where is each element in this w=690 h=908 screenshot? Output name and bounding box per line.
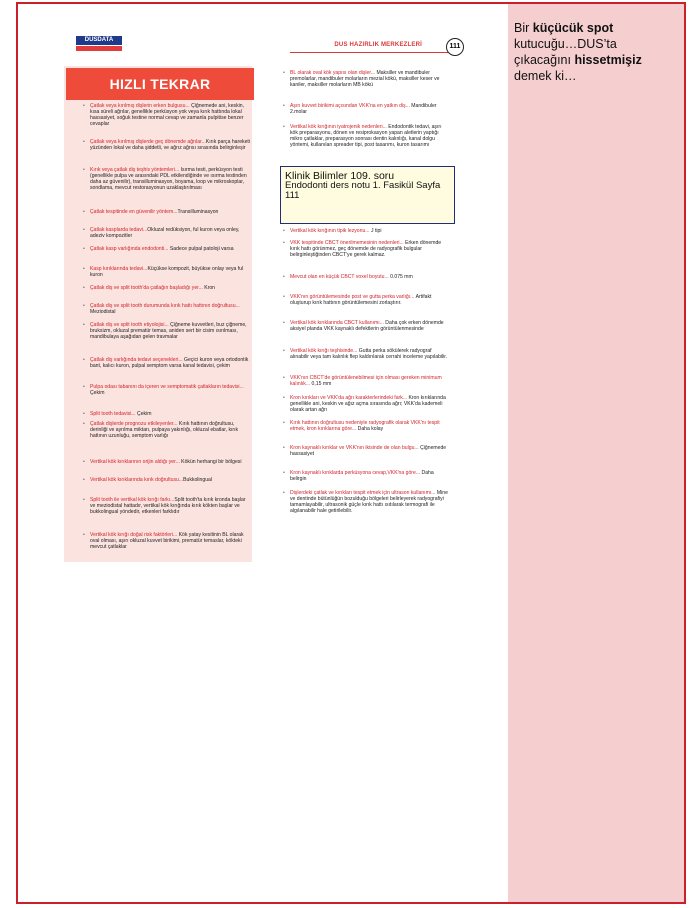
list-item-keyword: VKK'nın görüntülemesinde post ve gutta perka varlığı...	[290, 294, 415, 300]
list-item-keyword: VKK tespitinde CBCT önerilmemesinin nedenleri...	[290, 240, 404, 246]
header-band	[290, 42, 448, 53]
list-item-text: Çekim	[135, 411, 152, 417]
list-item-keyword: Vertikal kök kırıklarında CBCT kullanımı...	[290, 320, 384, 326]
list-item-text: Artifakt oluşturup kırık hattının görüntülemesini zorlaştırır.	[290, 294, 432, 307]
annotation-source: Endodonti ders notu 1. Fasikül Sayfa 111	[285, 180, 441, 201]
list-item-keyword: Çatlak diş varlığında tedavi seçenekleri...	[90, 357, 183, 363]
list-item-keyword: Pulpa odası tabanını da içeren ve semptomatik çatlakların tedavisi...	[90, 384, 244, 390]
list-item	[290, 348, 450, 360]
list-item	[290, 395, 450, 413]
list-item-text: 0.075 mm	[388, 274, 413, 280]
list-item-text: Çiğnemede hassasiyet	[290, 445, 447, 458]
list-item-keyword: Çatlak tespitinde en güvenilir yöntem...	[90, 209, 178, 215]
list-item-keyword: Kron kaynaklı kırıklar ve VKK'nın ikisinde de olan bulgu...	[290, 445, 419, 451]
list-item	[290, 103, 450, 115]
list-item-text: Kökün herhangi bir bölgesi	[179, 459, 242, 465]
list-item	[90, 303, 250, 315]
list-item-keyword: BL olarak oval kök yapısı olan dişler...	[290, 70, 376, 76]
list-item	[90, 497, 250, 515]
list-item-keyword: Vertikal kök kırığı doğal risk faktörleri...	[90, 532, 178, 538]
list-item	[90, 139, 250, 151]
list-item	[290, 470, 450, 482]
list-item-text: Kırık hattının doğrultusu, derinliği ve ayrılma miktarı, pulpaya yakınlığı, okluzal ebatlar, kırık hattının uzunluğu, semptom varlığı	[90, 421, 239, 440]
list-item	[90, 459, 250, 465]
notes-sidebar	[508, 4, 684, 902]
note-text: Bir	[514, 21, 533, 35]
list-item-text: Bukkolingual	[183, 477, 213, 483]
list-item	[90, 532, 250, 550]
list-item-keyword: Kron kırıkları ve VKK'da ağrı karakterlerindeki fark...	[290, 395, 408, 401]
list-item-text: Daha kolay	[356, 426, 384, 433]
list-item-text: Gutta perka sökülerek radyograf alınabilir veya tam kalınlık flep kaldırılarak cerrahi inceleme yapılabilir.	[290, 348, 448, 361]
list-item-keyword: Dişlerdeki çatlak ve kırıkları tespit etmek için ultrason kullanımı...	[290, 490, 436, 496]
list-item-keyword: Kırık veya çatlak diş teşhis yöntemleri...	[90, 167, 180, 173]
list-item-keyword: Çatlak diş ve split tooth durumunda kırık hattı hattının doğrultusu...	[90, 303, 240, 309]
list-item-text: Kron	[202, 285, 216, 291]
note-bold: hissetmişiz	[574, 53, 642, 67]
list-item-text: Erken dönemde kırık hattı görünmez, geç dönemde de radyografik bulgular belirginleştiğinden CBCT'ye gerek kalmaz.	[290, 240, 442, 259]
list-item-text: Transilluminasyon	[177, 209, 219, 215]
list-item	[290, 420, 450, 432]
list-item-text: Endodontik tedavi, aşırı kök preparasyonu, dönen ve resiprokasyon yapan aletlerin yaptığı mikro çatlaklar, preparasyon sonrası dentin kalınlığı, kanal dolgu yöntemi, kullanılan spreader tipi, post tasarımı, kuron tasarımı	[290, 124, 442, 149]
note-text: demek ki…	[514, 69, 577, 83]
list-item	[290, 70, 450, 88]
list-item-text: J tipi	[369, 228, 382, 234]
list-item-keyword: Vertikal kök kırığı teşhisinde...	[290, 348, 358, 354]
list-item-keyword: Vertikal kök kırığının iyatrojenik nedenleri...	[290, 124, 387, 130]
list-item-keyword: Çatlak dişlerde prognozu etkileyenler...	[90, 421, 178, 427]
list-item-text: Daha belirgin	[290, 470, 434, 483]
list-item	[90, 167, 250, 191]
list-item-text: Okluzal redüksiyon, ful kuron veya onley, adeziv kompozitler	[90, 227, 240, 240]
header-band-text: DUS HAZIRLIK MERKEZLERİ	[334, 42, 422, 48]
list-item-text: Mine ve dentinde bütünlüğün bozulduğu bölgeleri belirleyerek radyografiyi tamamlayabilir, ultrasonik güçle kırık hattı ısıtılarak termografi ile algılanabilir hale getirilebilir.	[290, 490, 448, 515]
list-item	[290, 240, 450, 258]
list-item	[290, 320, 450, 332]
list-item	[90, 322, 250, 340]
list-item	[90, 103, 250, 127]
list-item-keyword: Kırık hattının doğrultusu nedeniyle radyografik olarak VKK'nı tespit etmek, kron kırıklarına göre...	[290, 420, 440, 433]
list-item	[90, 421, 250, 439]
list-item	[290, 228, 450, 234]
list-item-text: Küçükse kompozit, büyükse onlay veya ful kuron	[90, 266, 244, 279]
note-text: kutucuğu…DUS’ta çıkacağını	[514, 37, 617, 67]
list-item-keyword: Çatlak diş ve split tooth etiyolojisi...	[90, 322, 169, 328]
list-item-keyword: VKK'nın CBCT'de görüntülenebilmesi için olması gereken minimum kalınlık...	[290, 375, 442, 388]
list-item-keyword: Çatlak veya kırılmış dişlerin erken bulgusu...	[90, 103, 190, 109]
annotation-title: Klinik Bilimler 109. soru	[285, 170, 395, 182]
list-item-keyword: Aşırı kuvvet birikimi açısından VKK'na en yatkın diş...	[290, 103, 410, 109]
list-item-text: Mandibuler 2.molar	[290, 103, 437, 116]
sidebar-note	[514, 20, 674, 84]
list-item-keyword: Çatlak kasplarda tedavi...	[90, 227, 148, 233]
list-item	[90, 411, 250, 417]
logo-bar	[76, 46, 122, 51]
list-item-text: Çiğneme kuvvetleri, buz çiğneme, bruksizm, okluzal prematür temas, aniden sert bir cisim ısırılması, mandibulaya aşağıdan gelen travmalar	[90, 322, 247, 341]
list-item	[290, 490, 450, 514]
list-item-keyword: Çatlak veya kırılmış dişlerde geç dönemde ağrılar...	[90, 139, 206, 145]
note-bold: küçücük spot	[532, 21, 614, 35]
list-item-keyword: Mevcut olan en küçük CBCT voxel boyutu...	[290, 274, 389, 280]
list-item	[90, 209, 250, 215]
list-item	[90, 246, 250, 252]
list-item-text: Geçici kuron veya ortodontik bant, kalıcı kuron, pulpal semptom varsa kanal tedavisi, çekim	[90, 357, 249, 370]
list-item-text: Maksiller ve mandibuler premolarlar, mandibuler molarların mezial kökü, maksiller keser ve kaniler, maksiller molarların MB kökü	[290, 70, 440, 89]
list-item	[90, 227, 250, 239]
list-item-keyword: Split tooth tedavisi...	[90, 411, 136, 417]
list-item	[290, 274, 450, 280]
list-item-text: Sadece pulpal patoloji varsa	[168, 246, 234, 252]
list-item-keyword: Vertikal kök kırıklarında kırık doğrultusu...	[90, 477, 184, 483]
list-item-text: Çiğnemede ani, keskin, kısa süreli ağrılar, genellikle perküsyon yok veya kırık hattında lokal hassasiyet, soğuk testine normal cevap ve zamanla pulpitise benzer cevaplar	[90, 103, 245, 128]
dusdata-logo	[76, 36, 122, 52]
list-item-text: Kron kırıklarında genellikle ani, keskin ve ağız açma sırasında ağrı; VKK'da kademeli olarak artan ağrı	[290, 395, 446, 414]
list-item-text: Isırma testi, perküsyon testi (genellikle pulpa ve arasındaki PDL etkilendiğinde ve ısırma testinden daha az güvenilir), transilluminasyon, boyama, loop ve mikroskoplar, sondlama, mevcut restorasyonun uzaklaştırılması	[90, 167, 247, 192]
list-item	[90, 285, 250, 291]
list-item-text: Daha çok erken dönemde aksiyel planda VKK kaynaklı defektlerin görüntülenmesinde	[290, 320, 444, 333]
list-item-text: Split tooth'ta kırık kronda başlar ve meziodistal hattadır, vertikal kök kırığında kırık kökten başlar ve bukkolingual yöndedir, etkenleri farklıdır	[90, 497, 246, 516]
list-item-keyword: Çatlak diş ve split tooth'da çatlağın başladığı yer...	[90, 285, 203, 291]
list-item	[290, 124, 450, 148]
list-item-text: 0,15 mm	[310, 381, 332, 388]
list-item	[90, 477, 250, 483]
logo-text: DUSDATA	[76, 36, 122, 45]
list-item-text: Kök yatay kesitinin BL olarak oval olması, aşırı okluzal kuvvet birikimi, prematür temaslar, kökteki mevcut çatlaklar	[90, 532, 244, 551]
list-item	[90, 384, 250, 396]
annotation-box	[280, 166, 455, 224]
list-item-text: Meziodistal	[90, 309, 116, 316]
list-item	[290, 445, 450, 457]
list-item	[290, 294, 450, 306]
list-item-keyword: Vertikal kök kırıklarının orijin aldığı yer...	[90, 459, 180, 465]
list-item-text: Kırık parça hareketi yüzünden lokal ve daha şiddetli, ve ağrız ağrısı sırasında belirginleşir	[90, 139, 250, 152]
list-item-text: Çekim	[90, 390, 105, 397]
list-item-keyword: Split tooth ile vertikal kök kırığı farkı...	[90, 497, 175, 503]
section-title: HIZLI TEKRAR	[66, 68, 254, 100]
list-item	[90, 357, 250, 369]
page-number: 111	[446, 38, 464, 56]
list-item-keyword: Kron kaynaklı kırıklarda perküsyona cevap,VKK'na göre...	[290, 470, 421, 476]
list-item-keyword: Kasp kırıklarında tedavi...	[90, 266, 148, 272]
list-item	[290, 375, 450, 387]
list-item-keyword: Çatlak kasp varlığında endodonti...	[90, 246, 169, 252]
list-item-keyword: Vertikal kök kırığının tipik lezyonu...	[290, 228, 370, 234]
list-item	[90, 266, 250, 278]
